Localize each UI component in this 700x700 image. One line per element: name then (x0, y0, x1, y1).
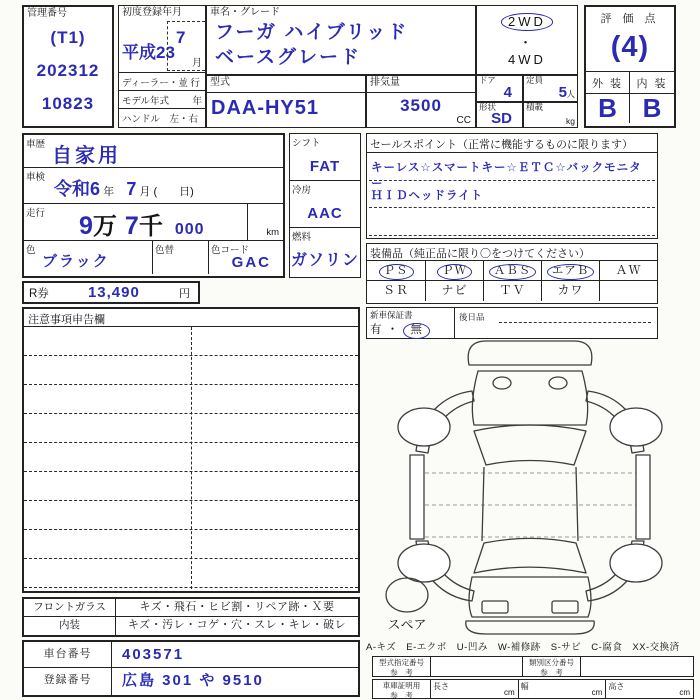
displacement-value: 3500 (400, 96, 442, 115)
car-top-view-drawing (362, 333, 698, 635)
color-label: 色 (26, 245, 36, 256)
warranty-label: 新車保証書 (370, 310, 413, 320)
chassis-number-row (24, 642, 358, 668)
notes-writing-area (24, 327, 358, 589)
warranty-no-circled: 無 (403, 323, 430, 339)
notes-title: 注意事項申告欄 (24, 309, 358, 327)
specs-panel (289, 133, 361, 278)
interior-grade: B (642, 93, 662, 123)
warranty-separator: ・ (386, 324, 400, 336)
chassis-number-label: 車台番号 (24, 642, 112, 667)
equipment-empty (599, 281, 657, 301)
rating-title: 評 価 点 (600, 13, 660, 25)
management-number-line2: 202312 (36, 60, 100, 80)
doors-label: ドア (479, 75, 496, 85)
interior-label: 内 装 (630, 72, 674, 94)
recycle-ticket-unit: 円 (179, 287, 190, 300)
drive-4wd: 4WD (508, 51, 546, 67)
mileage-sen-digit: 7 (124, 212, 139, 240)
width-label: 幅 (520, 682, 529, 691)
history-label: 車歴 (26, 139, 46, 150)
model-ref-sub: 参 考 (390, 668, 413, 677)
mileage-man-unit: 万 (92, 213, 117, 240)
load-label: 積載 (526, 102, 544, 112)
first-registration-label: 初度登録年月 (122, 7, 182, 18)
model-year-label: モデル年式 (122, 96, 170, 107)
height-label: 高さ (608, 682, 625, 691)
identity-panel (22, 640, 360, 697)
displacement-label: 排気量 (367, 76, 475, 93)
spare-tire-label: スペア (387, 617, 427, 632)
equipment-grid (367, 261, 657, 301)
capacity-unit: 人 (566, 89, 575, 99)
inspection-year-unit: 年 (103, 186, 115, 198)
equipment-abs-circled: ＡＢＳ (489, 264, 537, 280)
width-unit: cm (591, 688, 603, 697)
rear-right-lamp (552, 601, 578, 613)
sales-point-line3 (369, 208, 655, 236)
mileage-unit-cell (247, 204, 283, 240)
color-value: ブラック (42, 253, 110, 270)
equipment-airbag-circled: エアＢ (547, 264, 595, 280)
model-ref-label: 型式指定番号 (379, 658, 424, 667)
shape-panel (476, 102, 523, 128)
load-unit: kg (566, 116, 575, 126)
capacity-panel (523, 75, 578, 102)
class-ref-label: 類別区分番号 (529, 658, 574, 667)
garage-sub: 参 考 (390, 691, 413, 700)
management-number-label: 管理番号 (27, 8, 67, 19)
equipment-pw-circled: ＰＷ (437, 264, 472, 280)
doors-panel (476, 75, 523, 102)
model-year-row (119, 91, 205, 109)
displacement-unit: CC (456, 115, 471, 126)
model-code-label: 型式 (207, 76, 365, 93)
rear-bumper (466, 621, 594, 634)
equipment-ps-circled: ＰＳ (379, 264, 414, 280)
exterior-label: 外 装 (586, 72, 630, 94)
garage-certificate-table (372, 679, 694, 699)
windshield (474, 425, 586, 465)
handle-row: ハンドル 左・右 (122, 114, 199, 125)
history-value: 自家用 (52, 145, 121, 167)
registration-number-label: 登録番号 (24, 668, 112, 695)
load-panel (523, 102, 578, 128)
later-items-label: 後日品 (459, 312, 485, 322)
inspection-era: 令和6 (54, 179, 101, 199)
sales-point-line2: ＨＩＤヘッドライト (369, 181, 655, 209)
recycle-ticket-panel (22, 281, 200, 304)
sales-point-line1: キーレス☆スマートキー☆ＥＴＣ☆バックモニター (369, 153, 655, 181)
equipment-title: 装備品（純正品に限り〇をつけてください） (367, 244, 657, 261)
garage-cell (373, 680, 431, 698)
cabin-right-edge (576, 467, 578, 541)
equipment-airbag (541, 261, 599, 281)
fuel-cell (290, 228, 360, 275)
class-ref-value-cell (581, 657, 693, 676)
capacity-label: 定員 (526, 75, 544, 85)
shape-value: SD (491, 110, 512, 127)
length-label: 長さ (433, 682, 449, 691)
ac-value: AAC (307, 205, 343, 222)
vehicle-name-line2: ベースグレード (215, 46, 362, 68)
notes-column-divider (191, 327, 192, 589)
later-items-blank-line (499, 309, 651, 323)
chassis-number-value: 403571 (122, 646, 185, 663)
displacement-panel (366, 75, 476, 128)
color-row (24, 241, 283, 274)
doors-value: 4 (503, 84, 512, 101)
rear-window (474, 539, 586, 574)
interior-items: キズ・汚レ・コゲ・穴・スレ・キレ・破レ (127, 619, 347, 631)
model-code-panel (206, 75, 366, 128)
ac-label: 冷房 (292, 185, 312, 196)
rating-grid (586, 71, 674, 123)
management-number-panel (22, 5, 114, 128)
width-cell (519, 680, 607, 698)
length-cell (431, 680, 519, 698)
equipment-aw: ＡＷ (599, 261, 657, 281)
color-code-value: GAC (231, 254, 271, 271)
reference-number-table (372, 656, 694, 677)
cabin-left-edge (482, 467, 484, 541)
hood (472, 371, 587, 425)
front-bumper (468, 341, 592, 365)
first-registration-panel (118, 5, 206, 128)
color-change-cell (152, 241, 208, 274)
color-code-label: 色コード (211, 245, 250, 256)
rear-left-tire (398, 544, 450, 582)
exterior-grade: B (586, 94, 630, 123)
model-year-unit: 年 (192, 96, 202, 107)
shape-label: 形状 (479, 102, 497, 112)
mileage-sen-unit: 千 (138, 213, 163, 240)
mileage-label: 走行 (26, 208, 46, 219)
interior-row (24, 617, 358, 635)
registration-number-row (24, 668, 358, 695)
fuel-label: 燃料 (292, 232, 312, 243)
drive-type-panel (476, 5, 578, 75)
spare-tire (386, 578, 428, 612)
car-damage-diagram (362, 333, 698, 635)
equipment-navi: ナビ (425, 281, 483, 301)
registration-number-value: 広島 301 や 9510 (122, 672, 264, 689)
inspection-month: 7 (126, 179, 137, 199)
inspection-row (24, 168, 283, 204)
equipment-sr: ＳＲ (382, 283, 409, 297)
rear-left-lamp (482, 601, 508, 613)
class-ref-sub: 参 考 (540, 668, 563, 677)
shift-value: FAT (309, 158, 341, 175)
recycle-ticket-value: 13,490 (87, 284, 140, 301)
equipment-leather: カワ (541, 281, 599, 301)
first-registration-month-unit: 月 (192, 58, 202, 69)
garage-label: 車庫証明用 (382, 681, 421, 690)
shift-cell (290, 134, 360, 181)
color-change-label: 色替 (155, 245, 175, 256)
history-row (24, 135, 283, 168)
model-ref-cell (373, 657, 431, 676)
equipment-abs (483, 261, 541, 281)
management-number-line1: (T1) (50, 27, 86, 47)
windshield-items: キズ・飛石・ヒビ割・リペア跡・Ｘ要 (139, 601, 335, 613)
equipment-tv: ＴＶ (483, 281, 541, 301)
ac-cell (290, 181, 360, 228)
height-unit: cm (679, 688, 691, 697)
first-registration-cell (119, 6, 205, 73)
vehicle-name-label: 車名・グレード (210, 7, 280, 18)
fuel-value: ガソリン (290, 252, 359, 269)
color-code-cell (208, 241, 283, 274)
management-number-line3: 10823 (41, 93, 95, 113)
recycle-ticket-label: R券 (29, 287, 49, 300)
left-rocker-panel (410, 455, 424, 539)
condition-panel (22, 597, 360, 637)
equipment-panel (366, 243, 658, 304)
mileage-value (79, 206, 205, 241)
first-registration-month-box (167, 21, 205, 71)
vehicle-name-line1: フーガ ハイブリッド (215, 21, 409, 43)
mileage-unit: km (266, 227, 279, 238)
drive-separator: ・ (518, 34, 535, 50)
shift-label: シフト (292, 138, 321, 149)
damage-legend: A-キズ E-エクボ U-凹み W-補修跡 S-サビ C-腐食 XX-交換済 (366, 642, 680, 653)
drive-2wd-circled: 2WD (501, 13, 553, 31)
inspection-tail: 月 ( 日) (139, 186, 194, 198)
interior-condition-label: 内装 (24, 617, 116, 635)
color-cell (24, 241, 152, 274)
height-cell (606, 680, 693, 698)
equipment-ps (367, 261, 425, 281)
first-registration-era: 平成23 (122, 43, 175, 62)
rating-score: (4) (610, 31, 650, 63)
vehicle-name-panel (206, 5, 476, 75)
inspection-value (54, 175, 194, 201)
mileage-rest: 000 (174, 221, 205, 238)
front-right-tire (610, 408, 662, 446)
model-code-value: DAA-HY51 (211, 97, 320, 119)
first-registration-month: 7 (176, 28, 186, 47)
length-unit: cm (504, 688, 515, 697)
trunk (469, 577, 591, 617)
inspection-label: 車検 (26, 172, 46, 183)
mileage-man-digit: 9 (79, 212, 93, 240)
right-rocker-panel (636, 455, 650, 539)
sales-points-panel (366, 133, 658, 239)
rear-right-tire (610, 544, 662, 582)
model-ref-value-cell (431, 657, 523, 676)
mileage-row (24, 204, 283, 241)
capacity-value: 5 (558, 84, 567, 101)
windshield-label: フロントガラス (24, 599, 116, 616)
class-ref-cell (523, 657, 581, 676)
rating-panel (584, 5, 676, 128)
notes-declaration-panel (22, 307, 360, 593)
equipment-pw (425, 261, 483, 281)
front-left-tire (398, 408, 450, 446)
status-panel (22, 133, 285, 278)
dealer-parallel-row: ディーラー・並 行 (119, 73, 205, 91)
sales-points-title: セールスポイント（正常に機能するものに限ります） (367, 134, 657, 153)
windshield-row (24, 599, 358, 617)
warranty-yes: 有 (370, 324, 383, 336)
